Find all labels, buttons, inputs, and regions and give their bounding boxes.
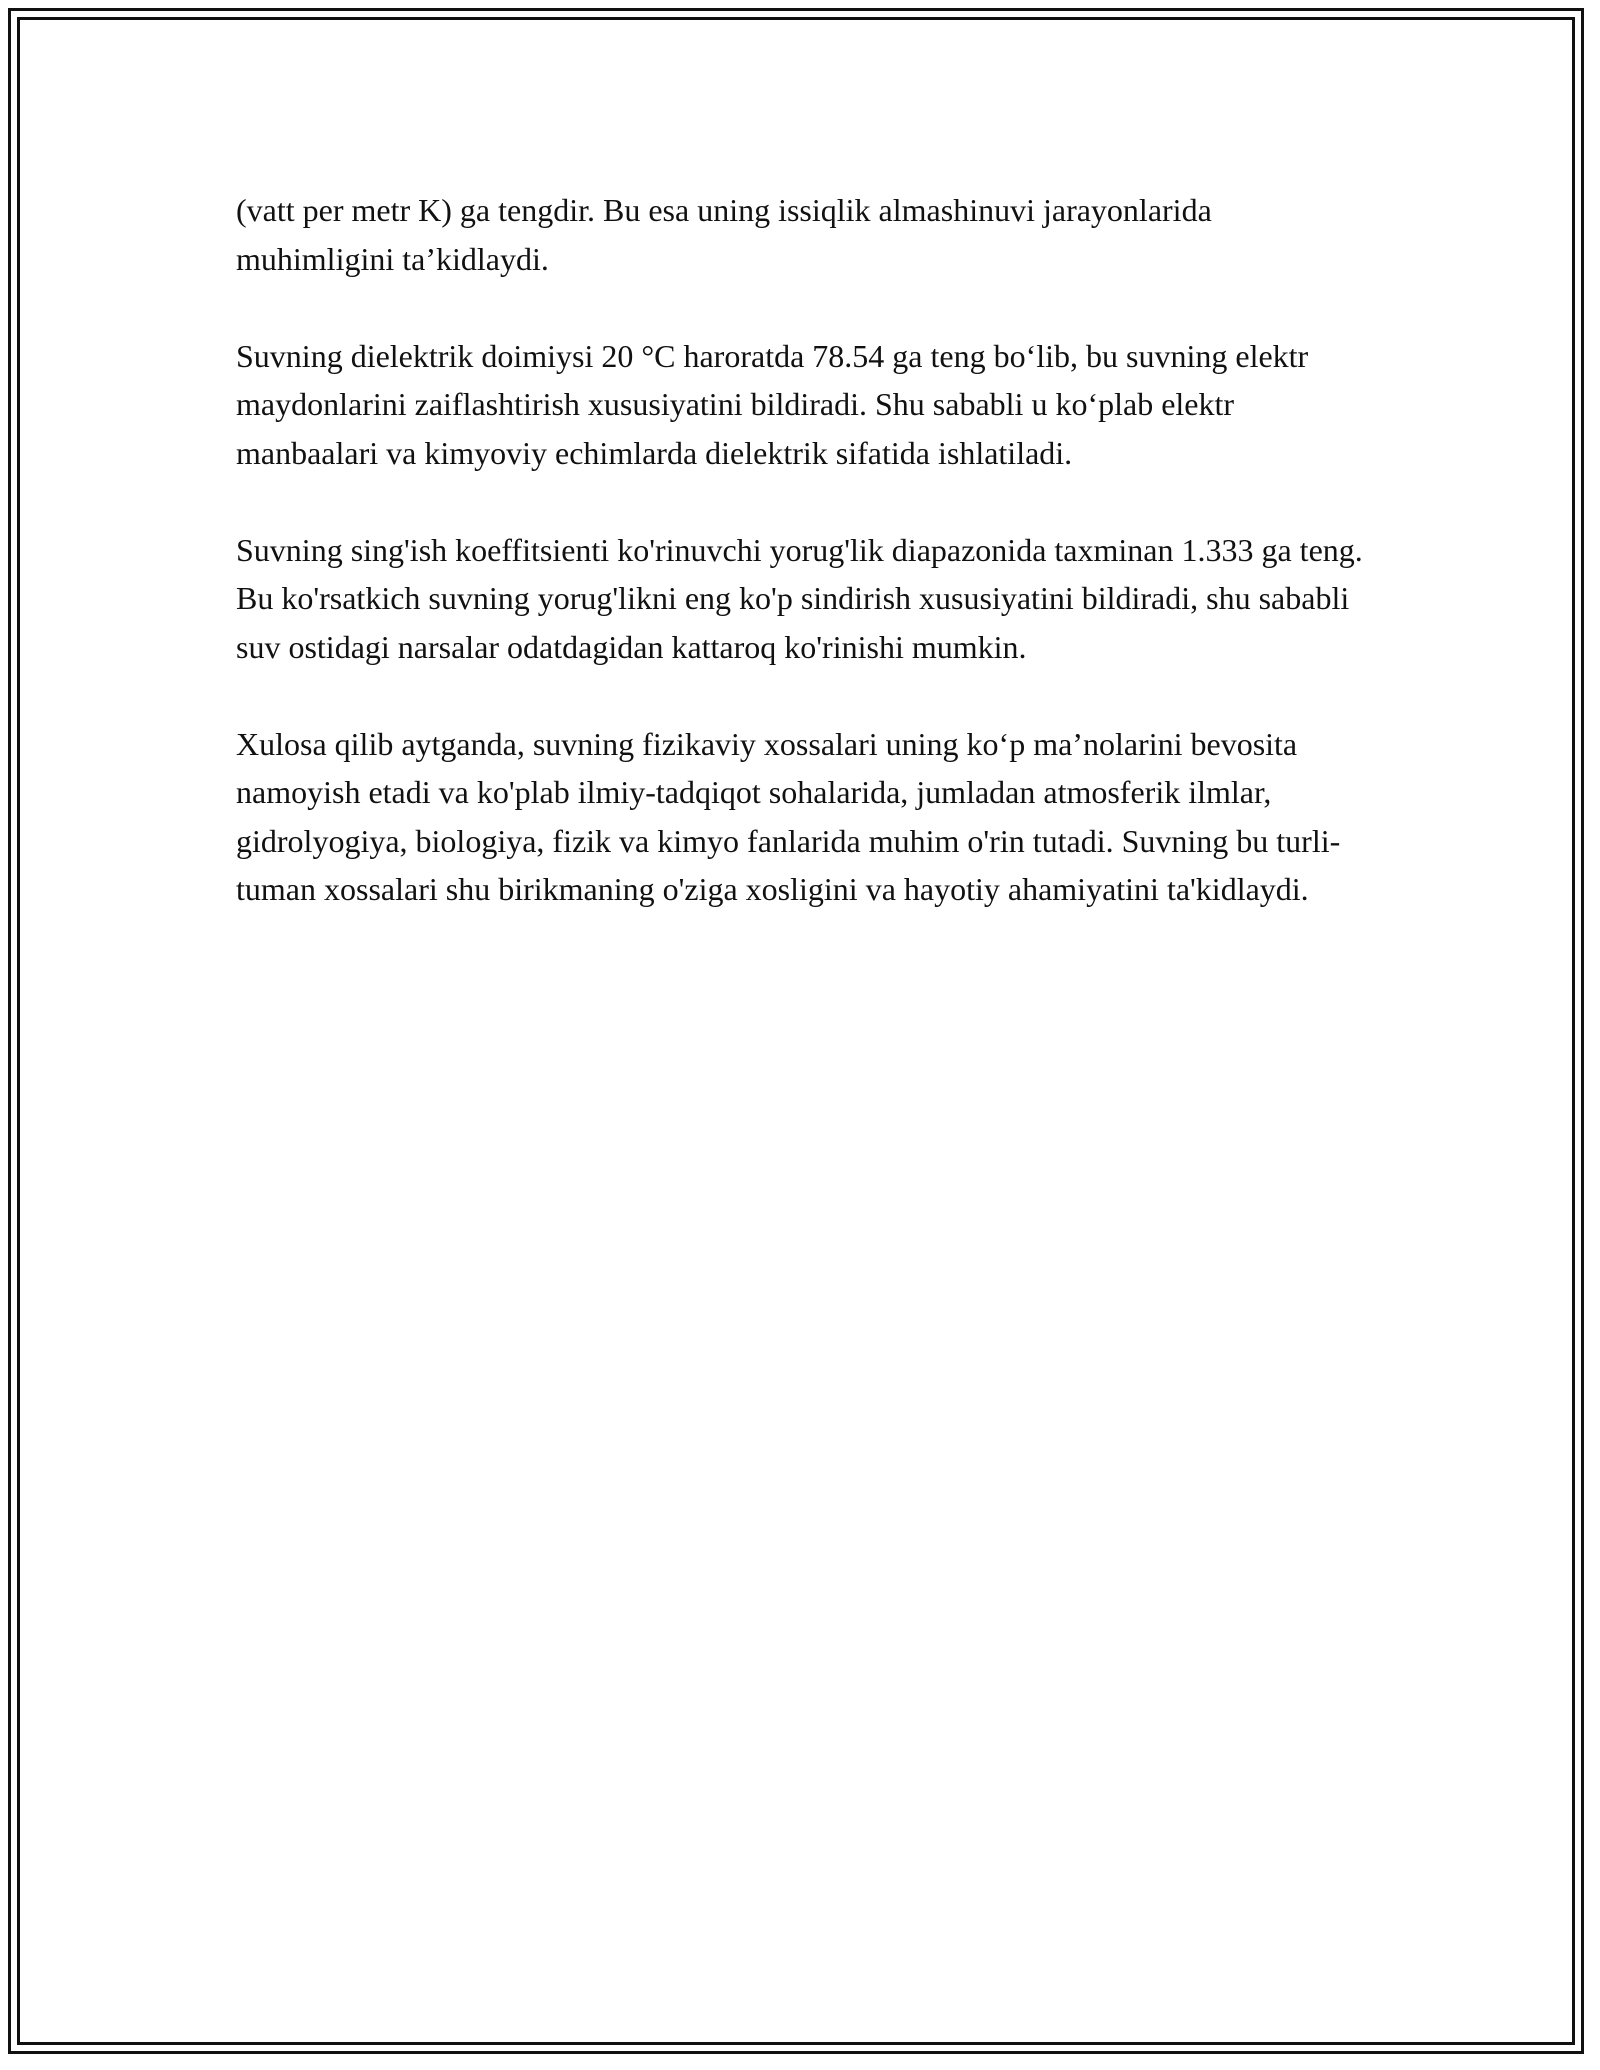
document-body	[236, 186, 1366, 962]
paragraph-refractive-index: Suvning sing'ish koeffitsienti ko'rinuvchi yorug'lik diapazonida taxminan 1.333 ga teng. Bu ko'rsatkich suvning yorug'likni eng ko'p sindirish xususiyatini bildiradi, shu sababli suv ostidagi narsalar odatdagidan kattaroq ko'rinishi mumkin.	[236, 531, 1363, 665]
paragraph-thermal-conductivity: (vatt per metr K) ga tengdir. Bu esa uning issiqlik almashinuvi jarayonlarida muhimligini ta’kidlaydi.	[236, 192, 1212, 277]
paragraph-dielectric-constant: Suvning dielektrik doimiysi 20 °C haroratda 78.54 ga teng bo‘lib, bu suvning elektr maydonlarini zaiflashtirish xususiyatini bildiradi. Shu sababli u ko‘plab elektr manbaalari va kimyoviy echimlarda dielektrik sifatida ishlatiladi.	[236, 337, 1309, 471]
paragraph-conclusion: Xulosa qilib aytganda, suvning fizikaviy xossalari uning ko‘p ma’nolarini bevosita namoyish etadi va ko'plab ilmiy-tadqiqot sohalarida, jumladan atmosferik ilmlar, gidrolyogiya, biologiya, fizik va kimyo fanlarida muhim o'rin tutadi. Suvning bu turli-tuman xossalari shu birikmaning o'ziga xosligini va hayotiy ahamiyatini ta'kidlaydi.	[236, 725, 1341, 907]
